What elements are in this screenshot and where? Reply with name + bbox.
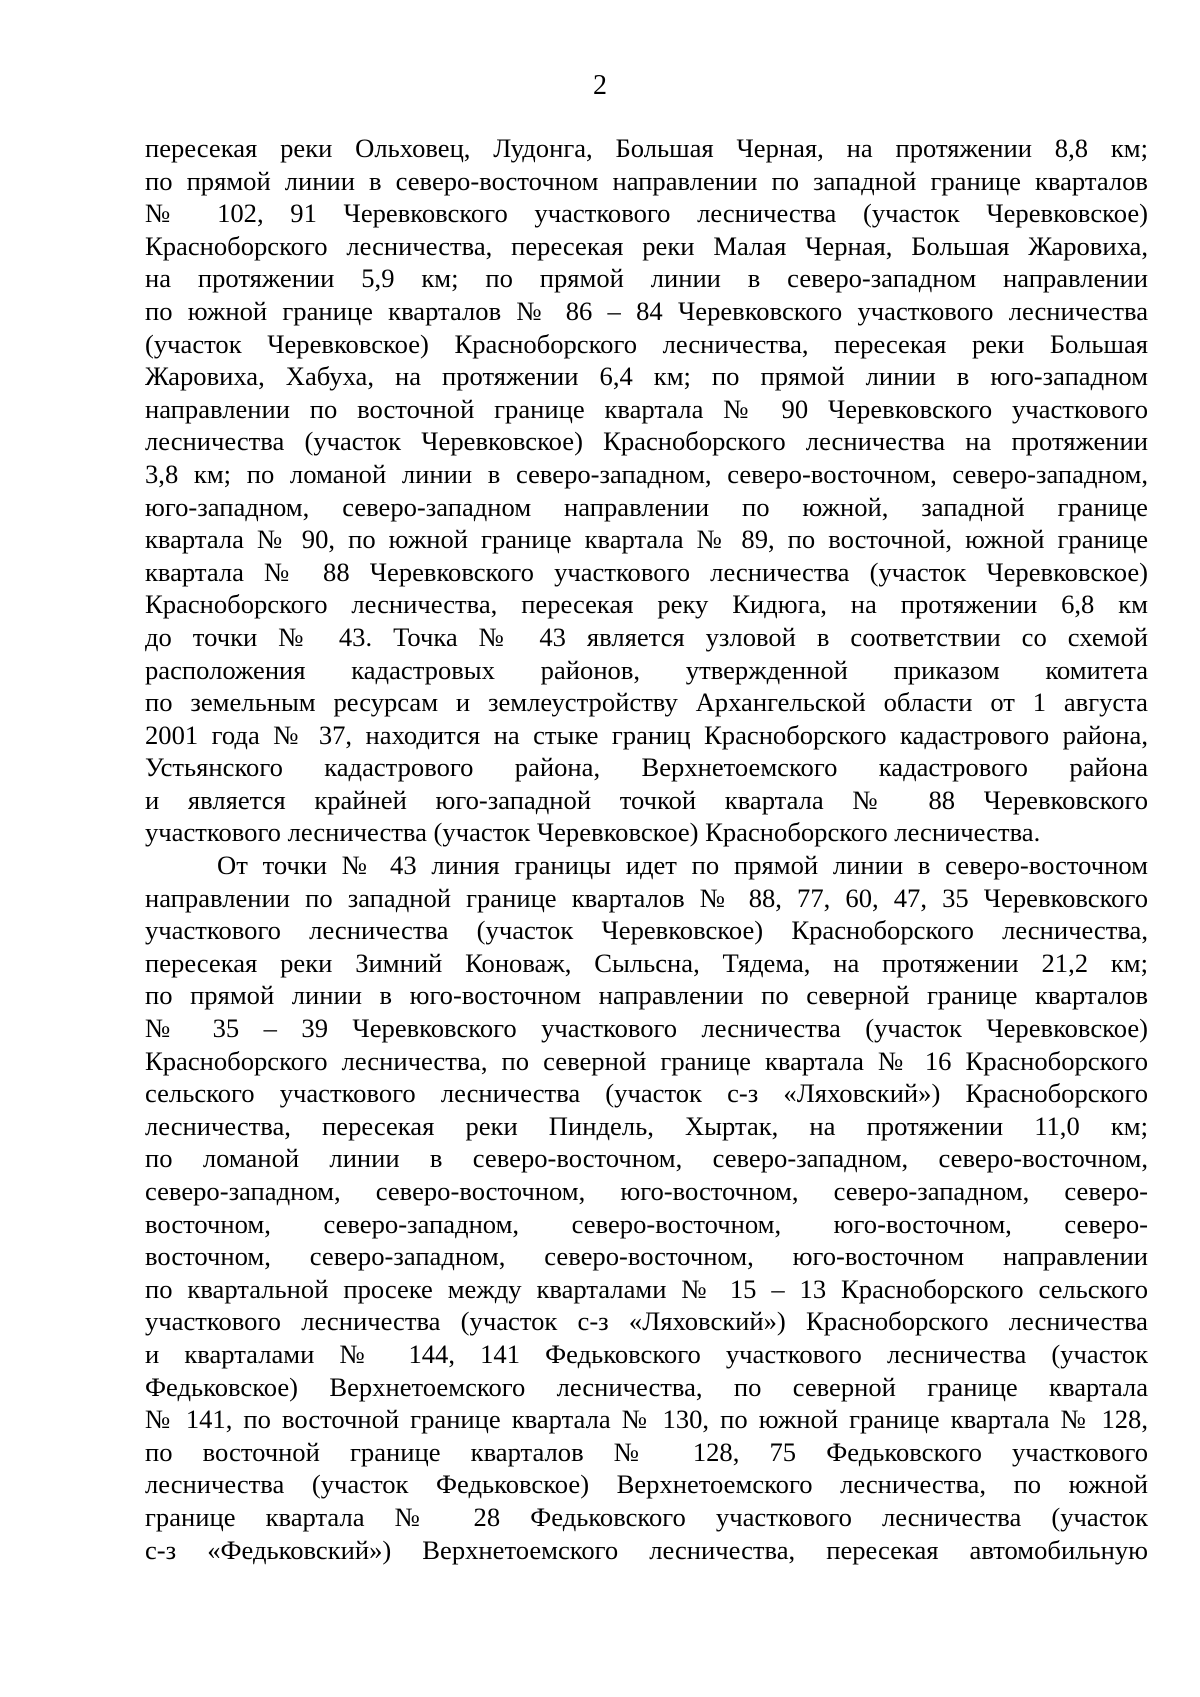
text-line: Устьянского кадастрового района, Верхнетоемского кадастрового района [145,752,1148,783]
text-line: северо-западном, северо-восточном, юго-восточном, северо-западном, северо- [145,1176,1148,1206]
text-line: направлении по западной границе кварталов № 88, 77, 60, 47, 35 Черевковского [145,882,1148,913]
text-line: участкового лесничества (участок с-з «Ляховский») Красноборского лесничества [145,1306,1148,1337]
text-line: по южной границе кварталов № 86 – 84 Черевковского участкового лесничества [145,295,1148,326]
text-line: по прямой линии в северо-восточном направлении по западной границе кварталов [145,165,1148,196]
text-line: Красноборского лесничества, пересекая реки Малая Черная, Большая Жаровиха, [145,230,1148,261]
text-line: расположения кадастровых районов, утвержденной приказом комитета [145,654,1148,685]
text-line: квартала № 90, по южной границе квартала № 89, по восточной, южной границе [145,524,1148,555]
text-line: лесничества (участок Федьковское) Верхнетоемского лесничества, по южной [145,1469,1148,1500]
text-line: по ломаной линии в северо-восточном, северо-западном, северо-восточном, [145,1143,1148,1174]
text-line: восточном, северо-западном, северо-восточном, юго-восточном направлении [145,1241,1148,1272]
text-line: пересекая реки Ольховец, Лудонга, Большая Черная, на протяжении 8,8 км; [145,133,1148,163]
text-line: участкового лесничества (участок Черевковское) Красноборского лесничества, [145,915,1148,946]
text-line: От точки № 43 линия границы идет по прямой линии в северо-восточном [217,850,1148,881]
text-line: № 141, по восточной границе квартала № 130, по южной границе квартала № 128, [145,1404,1148,1435]
text-line: по земельным ресурсам и землеустройству Архангельской области от 1 августа [145,687,1148,718]
text-line: сельского участкового лесничества (участок с-з «Ляховский») Красноборского [145,1078,1148,1109]
text-line: по восточной границе кварталов № 128, 75 Федьковского участкового [145,1436,1148,1467]
text-line: (участок Черевковское) Красноборского лесничества, пересекая реки Большая [145,328,1148,359]
text-line: участкового лесничества (участок Черевковское) Красноборского лесничества. [145,817,1041,848]
text-line: восточном, северо-западном, северо-восточном, юго-восточном, северо- [145,1208,1148,1239]
text-line: и кварталами № 144, 141 Федьковского участкового лесничества (участок [145,1338,1148,1369]
text-line: границе квартала № 28 Федьковского участкового лесничества (участок [145,1501,1148,1532]
text-line: Красноборского лесничества, по северной границе квартала № 16 Красноборского [145,1045,1148,1076]
text-line: направлении по восточной границе квартала № 90 Черевковского участкового [145,393,1148,424]
text-line: № 35 – 39 Черевковского участкового лесничества (участок Черевковское) [145,1013,1148,1044]
document-body [145,132,1148,1566]
text-line: с-з «Федьковский») Верхнетоемского лесничества, пересекая автомобильную [145,1534,1148,1565]
text-line: по квартальной просеке между кварталами № 15 – 13 Красноборского сельского [145,1273,1148,1304]
text-line: лесничества (участок Черевковское) Красноборского лесничества на протяжении [145,426,1148,457]
text-line: 2001 года № 37, находится на стыке границ Красноборского кадастрового района, [145,719,1148,750]
text-line: лесничества, пересекая реки Пиндель, Хыртак, на протяжении 11,0 км; [145,1110,1148,1141]
text-line: 3,8 км; по ломаной линии в северо-западном, северо-восточном, северо-западном, [145,458,1148,489]
text-line: Жаровиха, Хабуха, на протяжении 6,4 км; по прямой линии в юго-западном [145,361,1148,392]
text-line: Федьковское) Верхнетоемского лесничества, по северной границе квартала [145,1371,1148,1402]
text-line: пересекая реки Зимний Коноваж, Сыльсна, Тядема, на протяжении 21,2 км; [145,947,1148,978]
text-line: юго-западном, северо-западном направлении по южной, западной границе [145,491,1148,522]
text-line: квартала № 88 Черевковского участкового лесничества (участок Черевковское) [145,556,1148,587]
text-line: Красноборского лесничества, пересекая реку Кидюга, на протяжении 6,8 км [145,589,1148,620]
text-line: до точки № 43. Точка № 43 является узловой в соответствии со схемой [145,621,1148,652]
text-line: на протяжении 5,9 км; по прямой линии в северо-западном направлении [145,263,1148,294]
text-line: и является крайней юго-западной точкой квартала № 88 Черевковского [145,784,1148,815]
text-line: № 102, 91 Черевковского участкового лесничества (участок Черевковское) [145,198,1148,229]
page-number: 2 [593,70,607,101]
text-line: по прямой линии в юго-восточном направлении по северной границе кварталов [145,980,1148,1011]
